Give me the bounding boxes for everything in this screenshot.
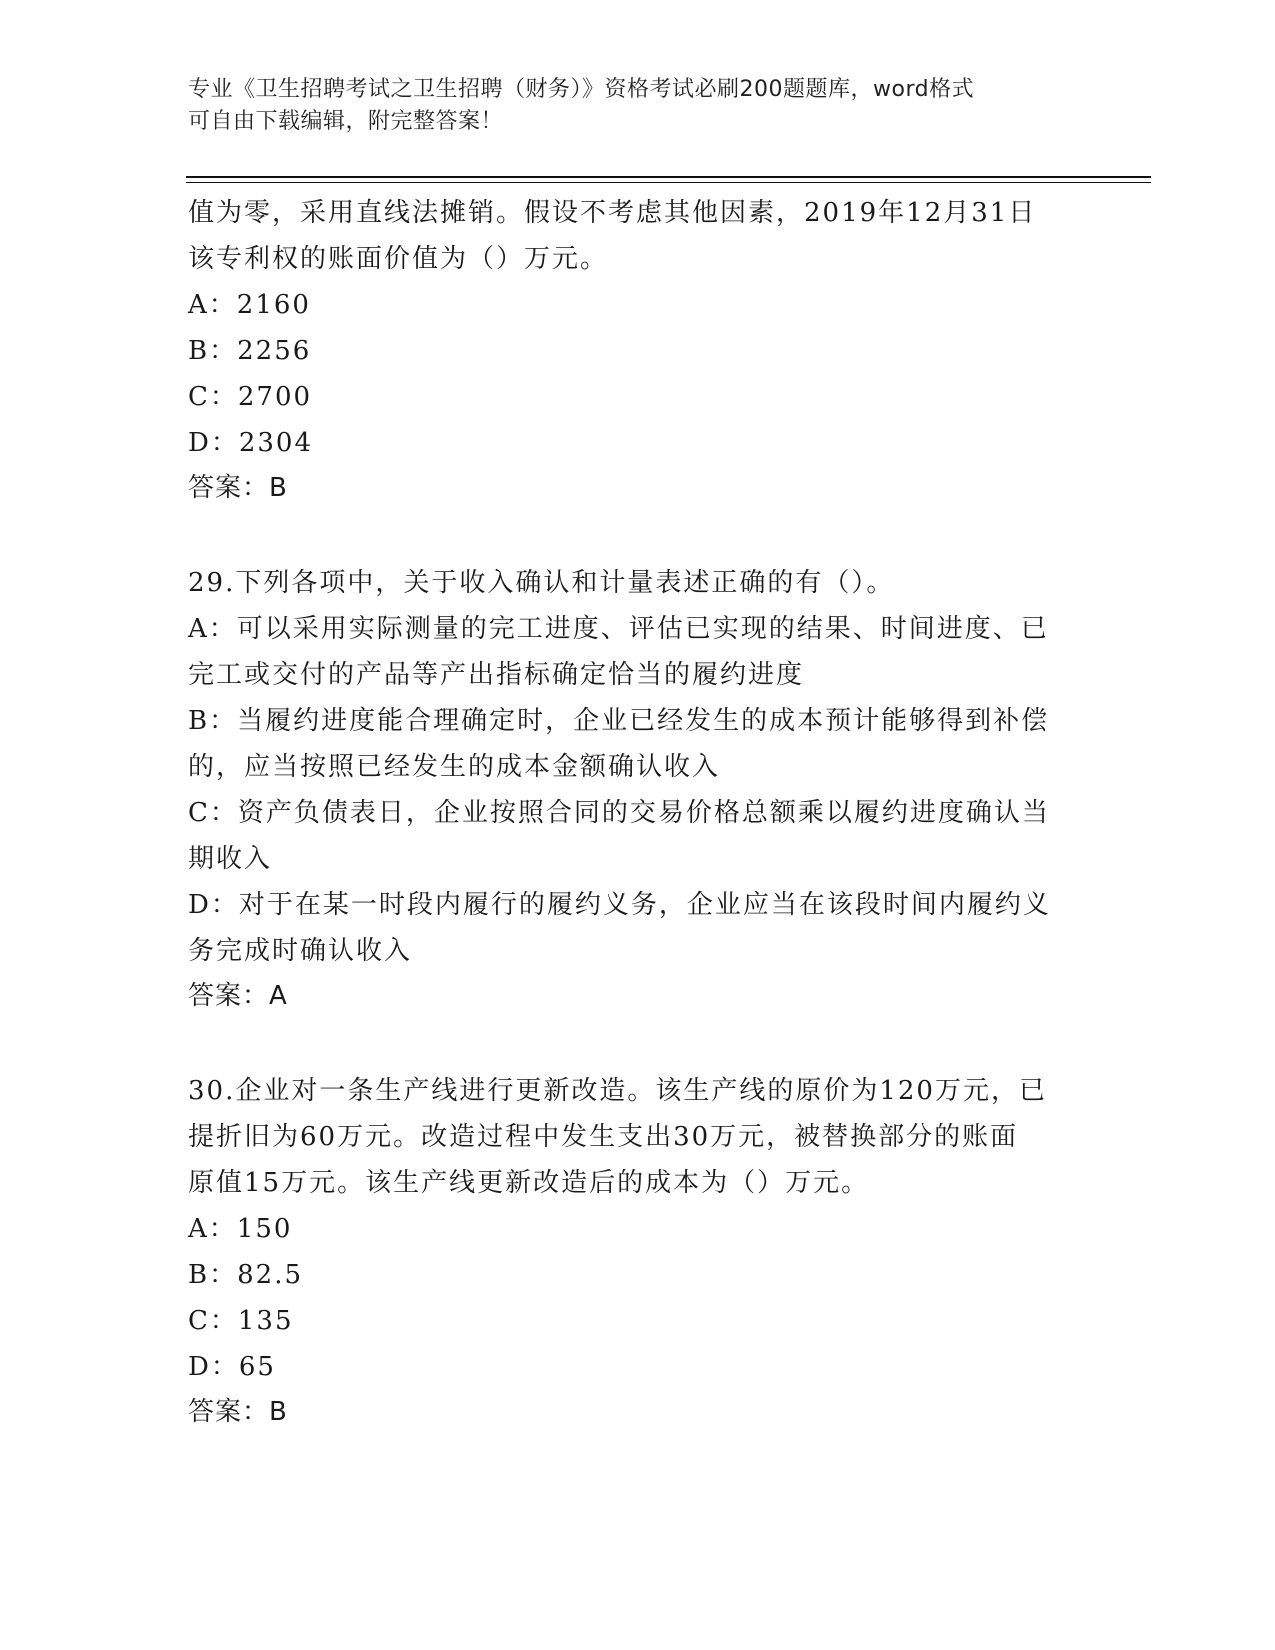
question-spacer — [188, 1018, 1088, 1068]
option-b: B：2256 — [188, 336, 312, 366]
question-stem-line: 值为零，采用直线法摊销。假设不考虑其他因素，2019年12月31日 — [188, 198, 1037, 228]
question-stem-line: 提折旧为60万元。改造过程中发生支出30万元，被替换部分的账面 — [188, 1122, 1019, 1152]
answer-line: 答案：B — [188, 473, 288, 503]
option-d-continued: 务完成时确认收入 — [188, 936, 413, 966]
option-b-continued: 的，应当按照已经发生的成本金额确认收入 — [188, 752, 721, 782]
question-content — [188, 190, 1088, 1434]
option-c: C：资产负债表日，企业按照合同的交易价格总额乘以履约进度确认当 — [188, 798, 1050, 828]
question-28-tail — [188, 190, 1088, 510]
header-line-1: 专业《卫生招聘考试之卫生招聘（财务）》资格考试必刷200题题库，word格式 — [188, 77, 975, 102]
option-c: C：135 — [188, 1306, 294, 1336]
header-line-2: 可自由下载编辑，附完整答案！ — [188, 109, 504, 134]
option-c-continued: 期收入 — [188, 844, 273, 874]
option-d: D：2304 — [188, 428, 314, 458]
option-d: D：对于在某一时段内履行的履约义务，企业应当在该段时间内履约义 — [188, 890, 1051, 920]
question-stem-line: 30.企业对一条生产线进行更新改造。该生产线的原价为120万元，已 — [188, 1076, 1047, 1106]
question-30 — [188, 1068, 1088, 1434]
question-29 — [188, 560, 1088, 1018]
header-divider-thick — [186, 176, 1151, 178]
option-a-continued: 完工或交付的产品等产出指标确定恰当的履约进度 — [188, 660, 805, 690]
option-b: B：82.5 — [188, 1260, 303, 1290]
option-d: D：65 — [188, 1352, 276, 1382]
option-c: C：2700 — [188, 382, 313, 412]
question-stem: 29.下列各项中，关于收入确认和计量表述正确的有（）。 — [188, 568, 895, 598]
page-header — [188, 74, 1068, 138]
option-b: B：当履约进度能合理确定时，企业已经发生的成本预计能够得到补偿 — [188, 706, 1050, 736]
question-stem-line: 原值15万元。该生产线更新改造后的成本为（）万元。 — [188, 1168, 870, 1198]
answer-line: 答案：A — [188, 981, 288, 1011]
answer-line: 答案：B — [188, 1397, 288, 1427]
option-a: A：可以采用实际测量的完工进度、评估已实现的结果、时间进度、已 — [188, 614, 1049, 644]
header-divider-thin — [186, 182, 1151, 183]
option-a: A：2160 — [188, 290, 311, 320]
question-stem-line: 该专利权的账面价值为（）万元。 — [188, 244, 609, 274]
question-spacer — [188, 510, 1088, 560]
option-a: A：150 — [188, 1214, 293, 1244]
